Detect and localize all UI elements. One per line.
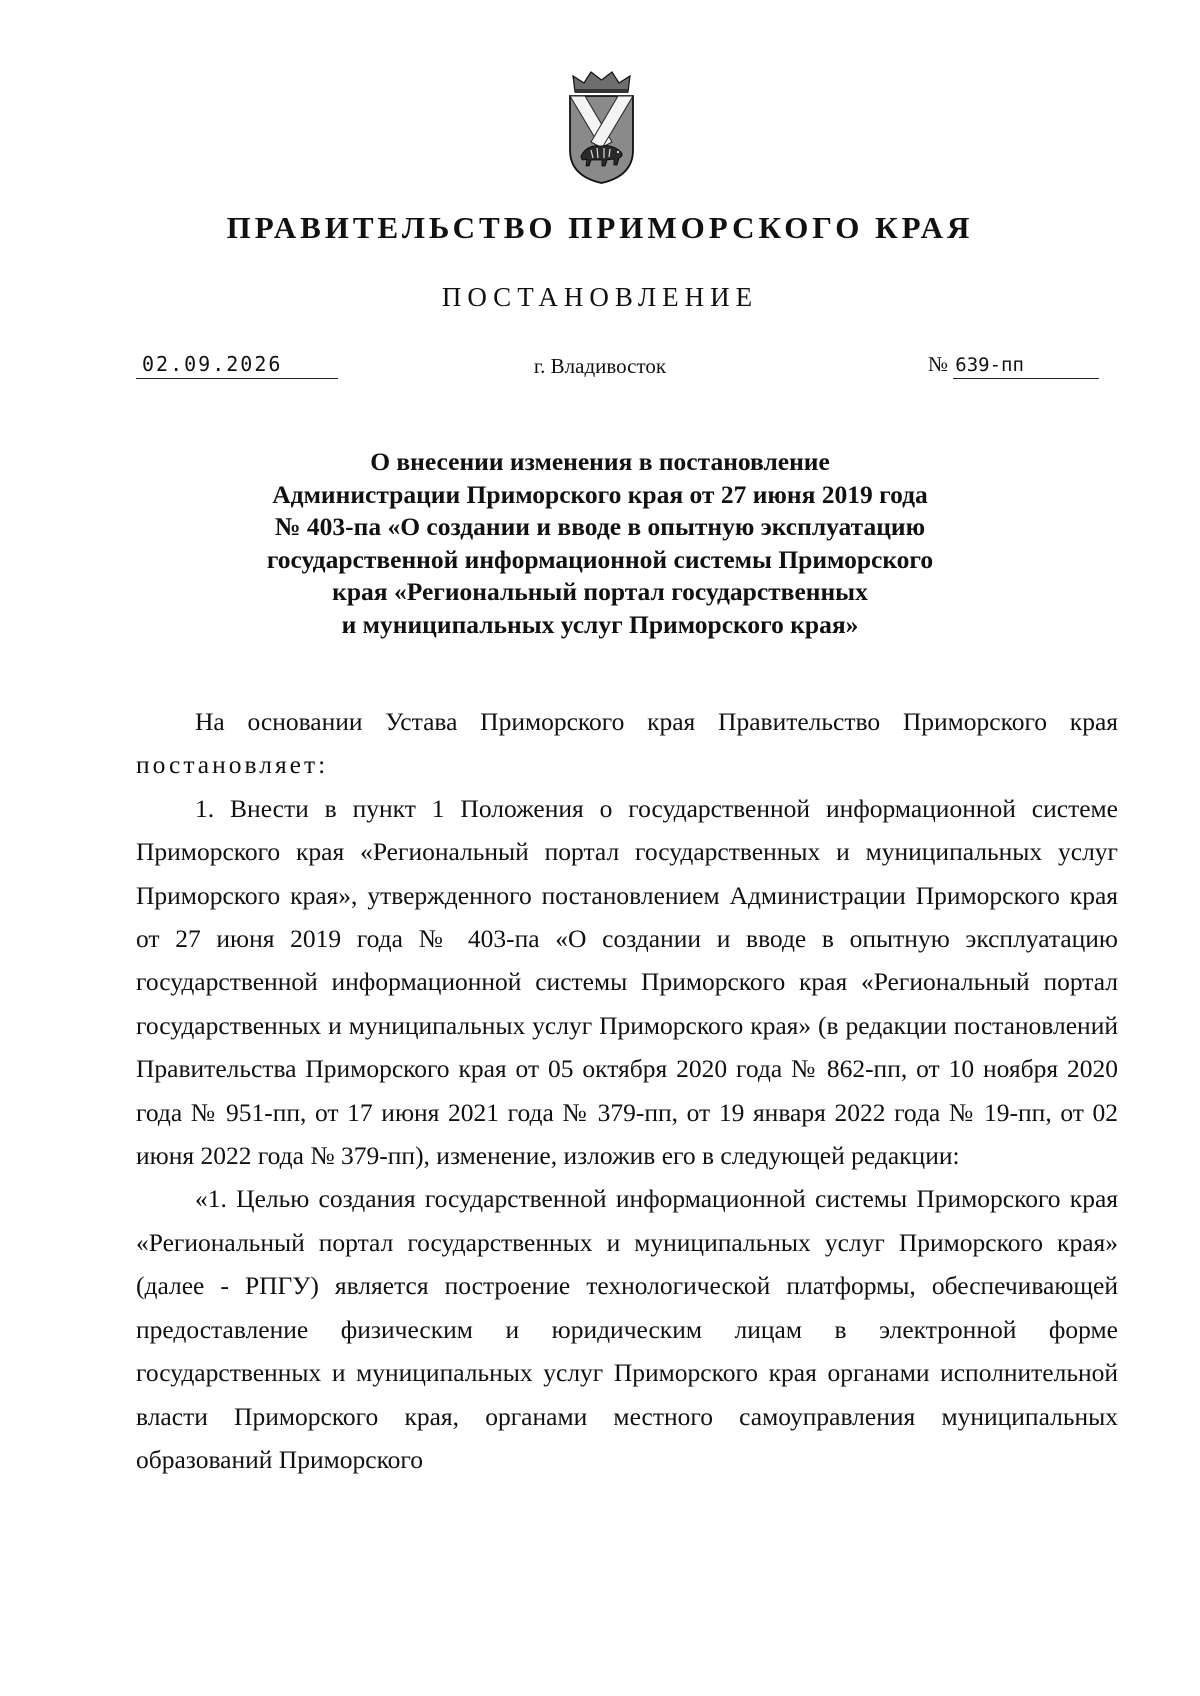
organization-title: ПРАВИТЕЛЬСТВО ПРИМОРСКОГО КРАЯ — [226, 210, 974, 245]
preamble-emphasis: постановляет: — [136, 750, 329, 780]
number-sign: № — [928, 352, 949, 376]
document-type: ПОСТАНОВЛЕНИЕ — [441, 282, 759, 312]
quote-paragraph: «1. Целью создания государственной информационной системы Приморского края «Региональный портал государственных и муниципальных услуг Приморского края» (далее - РПГУ) является построение технологической платформы, обеспечивающей предоставление физическим и юридическим лицам в электронной форме государственных и муниципальных услуг Приморского края органами исполнительной власти Приморского края, органами местного самоуправления муниципальных образований Приморского — [136, 1184, 1118, 1474]
item-1-paragraph: 1. Внести в пункт 1 Положения о государственной информационной системе Приморского края «Региональный портал государственных и муниципальных услуг Приморского края», утвержденного постановлением Администрации Приморского края от 27 июня 2019 года № 403-па «О создании и вводе в опытную эксплуатацию государственной информационной системы Приморского края «Региональный портал государственных и муниципальных услуг Приморского края» (в редакции постановлений Правительства Приморского края от 05 октября 2020 года № 862-пп, от 10 ноября 2020 года № 951-пп, от 17 июня 2021 года № 379-пп, от 19 января 2022 года № 19-пп, от 02 июня 2022 года № 379-пп), изменение, изложив его в следующей редакции: — [136, 793, 1118, 1171]
document-number — [928, 352, 1108, 379]
document-city: г. Владивосток — [533, 354, 667, 378]
heading-line: № 403-па «О создании и вводе в опытную эксплуатацию — [274, 512, 926, 542]
document-date: 02.09.2026 — [136, 352, 338, 379]
heading-line: края «Региональный портал государственных — [332, 577, 868, 607]
number-value: 639-пп — [953, 354, 1099, 379]
heading-line: государственной информационной системы Приморского — [266, 544, 934, 574]
coat-of-arms-icon — [567, 70, 636, 185]
heading-line: и муниципальных услуг Приморского края» — [341, 609, 859, 639]
document-body — [136, 700, 1118, 1481]
heading-line: О внесении изменения в постановление — [370, 447, 830, 476]
preamble-text: На основании Устава Приморского края Правительство Приморского края — [195, 707, 1118, 736]
heading-line: Администрации Приморского края от 27 июня 2019 года — [272, 479, 928, 509]
document-heading — [200, 446, 1000, 642]
preamble-paragraph — [136, 700, 1118, 787]
